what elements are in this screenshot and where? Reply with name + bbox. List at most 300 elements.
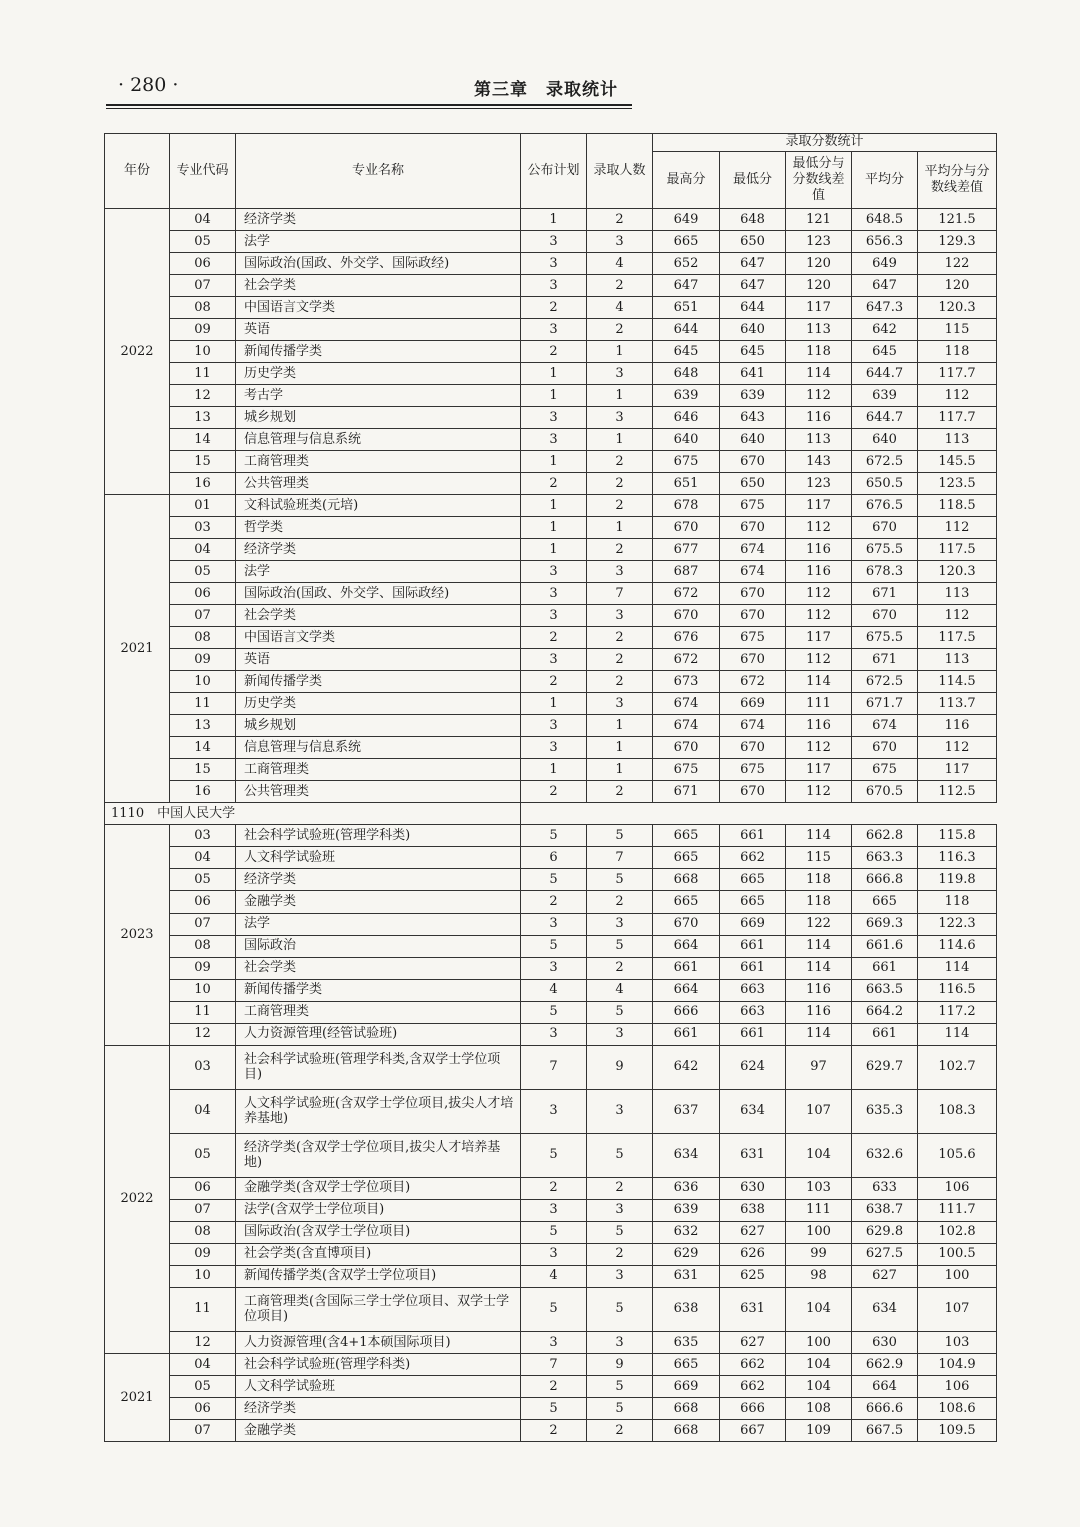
cell-avg: 648.5 [852,209,918,231]
cell-min: 675 [720,759,786,781]
cell-avg-diff: 119.8 [918,869,997,891]
cell-admitted: 5 [587,1001,653,1023]
cell-admitted: 2 [587,495,653,517]
cell-plan: 2 [521,1419,587,1441]
cell-min-diff: 113 [786,429,852,451]
cell-min: 662 [720,1375,786,1397]
cell-min-diff: 114 [786,935,852,957]
cell-max: 668 [653,1397,720,1419]
cell-max: 665 [653,231,720,253]
cell-code: 03 [170,825,236,847]
cell-min: 645 [720,341,786,363]
table-row [105,1221,997,1243]
cell-min-diff: 104 [786,1353,852,1375]
cell-avg-diff: 122.3 [918,913,997,935]
cell-code: 06 [170,1397,236,1419]
cell-avg-diff: 114.5 [918,671,997,693]
cell-avg-diff: 111.7 [918,1199,997,1221]
cell-max: 649 [653,209,720,231]
cell-min: 640 [720,319,786,341]
cell-max: 665 [653,847,720,869]
table-row [105,231,997,253]
cell-name: 社会科学试验班(管理学科类) [236,1353,521,1375]
section-title: 1110 中国人民大学 [105,803,521,825]
cell-max: 668 [653,1419,720,1441]
cell-min-diff: 114 [786,363,852,385]
cell-avg: 627.5 [852,1243,918,1265]
cell-min-diff: 109 [786,1419,852,1441]
cell-max: 664 [653,935,720,957]
cell-min: 634 [720,1089,786,1133]
cell-name: 人文科学试验班 [236,1375,521,1397]
cell-avg: 634 [852,1287,918,1331]
cell-name: 社会科学试验班(管理学科类,含双学士学位项目) [236,1045,521,1089]
cell-plan: 3 [521,407,587,429]
cell-plan: 3 [521,1199,587,1221]
cell-admitted: 3 [587,605,653,627]
cell-min: 647 [720,275,786,297]
cell-min-diff: 114 [786,1023,852,1045]
cell-plan: 2 [521,627,587,649]
cell-plan: 5 [521,1001,587,1023]
cell-name: 国际政治(国政、外交学、国际政经) [236,583,521,605]
cell-admitted: 4 [587,297,653,319]
cell-code: 13 [170,407,236,429]
cell-code: 12 [170,385,236,407]
cell-min: 675 [720,495,786,517]
cell-min-diff: 117 [786,759,852,781]
cell-avg-diff: 117.5 [918,539,997,561]
cell-min: 662 [720,847,786,869]
cell-min-diff: 107 [786,1089,852,1133]
cell-avg: 666.8 [852,869,918,891]
cell-avg: 675.5 [852,627,918,649]
cell-min: 631 [720,1133,786,1177]
cell-avg-diff: 113.7 [918,693,997,715]
cell-plan: 2 [521,781,587,803]
cell-plan: 5 [521,869,587,891]
cell-avg: 670 [852,517,918,539]
cell-avg: 675 [852,759,918,781]
cell-name: 社会学类 [236,605,521,627]
cell-avg: 644.7 [852,363,918,385]
cell-code: 04 [170,1089,236,1133]
cell-admitted: 2 [587,451,653,473]
table-row [105,1177,997,1199]
cell-code: 16 [170,781,236,803]
cell-min-diff: 112 [786,385,852,407]
cell-min: 672 [720,671,786,693]
cell-code: 06 [170,891,236,913]
cell-avg-diff: 117.5 [918,627,997,649]
cell-avg: 667.5 [852,1419,918,1441]
cell-avg: 647.3 [852,297,918,319]
cell-max: 668 [653,869,720,891]
cell-code: 11 [170,1001,236,1023]
cell-avg: 656.3 [852,231,918,253]
cell-min-diff: 123 [786,231,852,253]
cell-plan: 1 [521,495,587,517]
cell-code: 04 [170,1353,236,1375]
table-row [105,1133,997,1177]
cell-min: 661 [720,1023,786,1045]
cell-avg-diff: 103 [918,1331,997,1353]
cell-avg-diff: 102.7 [918,1045,997,1089]
cell-min: 662 [720,1353,786,1375]
cell-name: 经济学类 [236,869,521,891]
cell-min: 640 [720,429,786,451]
cell-code: 12 [170,1331,236,1353]
cell-plan: 3 [521,429,587,451]
cell-min-diff: 120 [786,253,852,275]
table-row [105,429,997,451]
cell-admitted: 1 [587,341,653,363]
cell-admitted: 2 [587,1243,653,1265]
cell-name: 中国语言文学类 [236,297,521,319]
cell-plan: 5 [521,1397,587,1419]
table-row [105,605,997,627]
year-cell: 2023 [105,825,170,1045]
cell-min-diff: 112 [786,583,852,605]
cell-min: 638 [720,1199,786,1221]
cell-max: 676 [653,627,720,649]
cell-max: 677 [653,539,720,561]
table-row [105,869,997,891]
cell-min: 674 [720,561,786,583]
chapter-title: 第三章 录取统计 [474,80,618,100]
table-row [105,1287,997,1331]
header-avg-diff: 平均分与分数线差值 [918,152,997,209]
cell-admitted: 2 [587,1419,653,1441]
page-number: · 280 · [118,74,179,96]
cell-max: 642 [653,1045,720,1089]
cell-max: 670 [653,913,720,935]
cell-plan: 3 [521,1331,587,1353]
cell-admitted: 5 [587,1287,653,1331]
cell-admitted: 3 [587,1331,653,1353]
cell-code: 10 [170,979,236,1001]
cell-min-diff: 116 [786,1001,852,1023]
cell-name: 金融学类 [236,1419,521,1441]
cell-avg-diff: 123.5 [918,473,997,495]
cell-code: 11 [170,693,236,715]
cell-min: 670 [720,737,786,759]
cell-name: 信息管理与信息系统 [236,429,521,451]
cell-plan: 1 [521,209,587,231]
cell-min-diff: 118 [786,891,852,913]
cell-admitted: 1 [587,385,653,407]
cell-max: 639 [653,1199,720,1221]
cell-code: 07 [170,913,236,935]
cell-min-diff: 115 [786,847,852,869]
cell-name: 工商管理类 [236,759,521,781]
cell-code: 05 [170,1133,236,1177]
cell-plan: 3 [521,957,587,979]
table-row [105,473,997,495]
cell-admitted: 4 [587,253,653,275]
cell-code: 08 [170,935,236,957]
cell-plan: 2 [521,1177,587,1199]
cell-min: 670 [720,583,786,605]
cell-avg-diff: 120.3 [918,561,997,583]
cell-min-diff: 104 [786,1287,852,1331]
table-row [105,913,997,935]
cell-min-diff: 103 [786,1177,852,1199]
cell-admitted: 7 [587,583,653,605]
cell-max: 671 [653,781,720,803]
cell-code: 08 [170,627,236,649]
cell-max: 678 [653,495,720,517]
cell-code: 14 [170,737,236,759]
cell-code: 11 [170,1287,236,1331]
cell-avg-diff: 118.5 [918,495,997,517]
cell-min-diff: 99 [786,1243,852,1265]
cell-min: 625 [720,1265,786,1287]
cell-avg-diff: 106 [918,1375,997,1397]
table-row [105,1397,997,1419]
cell-avg-diff: 109.5 [918,1419,997,1441]
cell-admitted: 5 [587,825,653,847]
year-cell: 2021 [105,495,170,803]
table-row [105,539,997,561]
cell-name: 社会学类 [236,957,521,979]
table-row [105,1001,997,1023]
cell-max: 664 [653,979,720,1001]
cell-plan: 2 [521,891,587,913]
cell-code: 09 [170,957,236,979]
cell-min-diff: 114 [786,825,852,847]
cell-avg: 661 [852,1023,918,1045]
cell-max: 661 [653,957,720,979]
cell-avg-diff: 120 [918,275,997,297]
cell-max: 640 [653,429,720,451]
cell-max: 644 [653,319,720,341]
year-cell: 2022 [105,209,170,495]
cell-avg: 650.5 [852,473,918,495]
cell-min: 665 [720,869,786,891]
table-row [105,891,997,913]
cell-plan: 7 [521,1353,587,1375]
cell-code: 15 [170,759,236,781]
table-row [105,979,997,1001]
cell-avg: 642 [852,319,918,341]
cell-name: 社会科学试验班(管理学科类) [236,825,521,847]
cell-avg-diff: 120.3 [918,297,997,319]
cell-min-diff: 112 [786,781,852,803]
cell-max: 651 [653,473,720,495]
cell-admitted: 1 [587,429,653,451]
cell-code: 04 [170,539,236,561]
cell-avg: 627 [852,1265,918,1287]
cell-admitted: 2 [587,627,653,649]
cell-plan: 1 [521,759,587,781]
cell-name: 人力资源管理(含4+1本硕国际项目) [236,1331,521,1353]
cell-avg-diff: 100 [918,1265,997,1287]
cell-min-diff: 100 [786,1331,852,1353]
cell-code: 05 [170,869,236,891]
cell-plan: 3 [521,737,587,759]
cell-min-diff: 118 [786,869,852,891]
table-row [105,1023,997,1045]
cell-plan: 3 [521,1089,587,1133]
cell-min: 661 [720,957,786,979]
cell-min: 627 [720,1331,786,1353]
cell-avg: 649 [852,253,918,275]
cell-plan: 5 [521,825,587,847]
cell-plan: 1 [521,517,587,539]
cell-admitted: 2 [587,1177,653,1199]
cell-min: 643 [720,407,786,429]
table-row [105,847,997,869]
cell-avg: 666.6 [852,1397,918,1419]
cell-admitted: 2 [587,891,653,913]
header-min: 最低分 [720,152,786,209]
header-plan: 公布计划 [521,134,587,209]
cell-avg: 674 [852,715,918,737]
cell-min: 650 [720,473,786,495]
cell-plan: 1 [521,385,587,407]
cell-min: 666 [720,1397,786,1419]
cell-max: 647 [653,275,720,297]
table-row [105,1419,997,1441]
cell-name: 人文科学试验班 [236,847,521,869]
cell-avg-diff: 113 [918,649,997,671]
cell-max: 652 [653,253,720,275]
cell-code: 04 [170,209,236,231]
cell-avg-diff: 117.7 [918,363,997,385]
table-row [105,627,997,649]
cell-max: 634 [653,1133,720,1177]
cell-code: 01 [170,495,236,517]
cell-avg: 640 [852,429,918,451]
cell-avg: 639 [852,385,918,407]
cell-max: 661 [653,1023,720,1045]
table-row [105,451,997,473]
cell-max: 665 [653,891,720,913]
section-blank [521,803,997,825]
cell-admitted: 2 [587,319,653,341]
cell-code: 07 [170,605,236,627]
cell-max: 670 [653,605,720,627]
cell-avg-diff: 114.6 [918,935,997,957]
cell-min: 641 [720,363,786,385]
table-row [105,341,997,363]
cell-min-diff: 116 [786,407,852,429]
section-row [105,803,997,825]
cell-min: 631 [720,1287,786,1331]
cell-plan: 1 [521,451,587,473]
cell-name: 英语 [236,649,521,671]
cell-plan: 7 [521,1045,587,1089]
cell-avg: 645 [852,341,918,363]
header-code: 专业代码 [170,134,236,209]
cell-avg: 670.5 [852,781,918,803]
cell-avg-diff: 114 [918,957,997,979]
cell-admitted: 3 [587,407,653,429]
cell-code: 04 [170,847,236,869]
cell-avg: 662.8 [852,825,918,847]
cell-admitted: 9 [587,1045,653,1089]
cell-plan: 2 [521,1375,587,1397]
cell-admitted: 2 [587,473,653,495]
table-row [105,1089,997,1133]
cell-max: 675 [653,759,720,781]
cell-plan: 3 [521,649,587,671]
cell-avg-diff: 112 [918,517,997,539]
year-cell: 2022 [105,1045,170,1353]
cell-max: 675 [653,451,720,473]
cell-name: 新闻传播学类 [236,341,521,363]
cell-plan: 1 [521,539,587,561]
cell-min-diff: 116 [786,561,852,583]
cell-plan: 3 [521,583,587,605]
cell-avg-diff: 114 [918,1023,997,1045]
cell-code: 08 [170,297,236,319]
cell-name: 经济学类 [236,539,521,561]
cell-plan: 1 [521,693,587,715]
cell-name: 国际政治 [236,935,521,957]
cell-min-diff: 112 [786,737,852,759]
cell-min-diff: 100 [786,1221,852,1243]
cell-plan: 3 [521,1243,587,1265]
cell-admitted: 5 [587,1221,653,1243]
cell-plan: 5 [521,1133,587,1177]
cell-code: 10 [170,1265,236,1287]
cell-name: 哲学类 [236,517,521,539]
cell-max: 632 [653,1221,720,1243]
cell-code: 08 [170,1221,236,1243]
cell-code: 05 [170,231,236,253]
cell-min: 667 [720,1419,786,1441]
cell-avg: 663.5 [852,979,918,1001]
cell-name: 人力资源管理(经管试验班) [236,1023,521,1045]
cell-avg-diff: 121.5 [918,209,997,231]
cell-max: 635 [653,1331,720,1353]
cell-min: 624 [720,1045,786,1089]
cell-plan: 2 [521,297,587,319]
cell-max: 666 [653,1001,720,1023]
table-row [105,1045,997,1089]
header-avg: 平均分 [852,152,918,209]
table-row [105,297,997,319]
cell-min: 627 [720,1221,786,1243]
table-row [105,1353,997,1375]
cell-avg: 664 [852,1375,918,1397]
cell-plan: 3 [521,561,587,583]
cell-name: 公共管理类 [236,473,521,495]
cell-min: 669 [720,913,786,935]
cell-plan: 4 [521,1265,587,1287]
cell-min: 626 [720,1243,786,1265]
cell-max: 674 [653,693,720,715]
table-row [105,407,997,429]
cell-min-diff: 122 [786,913,852,935]
cell-avg-diff: 104.9 [918,1353,997,1375]
cell-max: 639 [653,385,720,407]
cell-plan: 3 [521,253,587,275]
cell-min: 670 [720,649,786,671]
cell-avg: 669.3 [852,913,918,935]
cell-avg: 630 [852,1331,918,1353]
cell-name: 工商管理类 [236,1001,521,1023]
cell-avg-diff: 145.5 [918,451,997,473]
cell-avg: 647 [852,275,918,297]
cell-min: 670 [720,517,786,539]
cell-max: 687 [653,561,720,583]
cell-name: 新闻传播学类(含双学士学位项目) [236,1265,521,1287]
cell-name: 社会学类 [236,275,521,297]
cell-avg: 675.5 [852,539,918,561]
